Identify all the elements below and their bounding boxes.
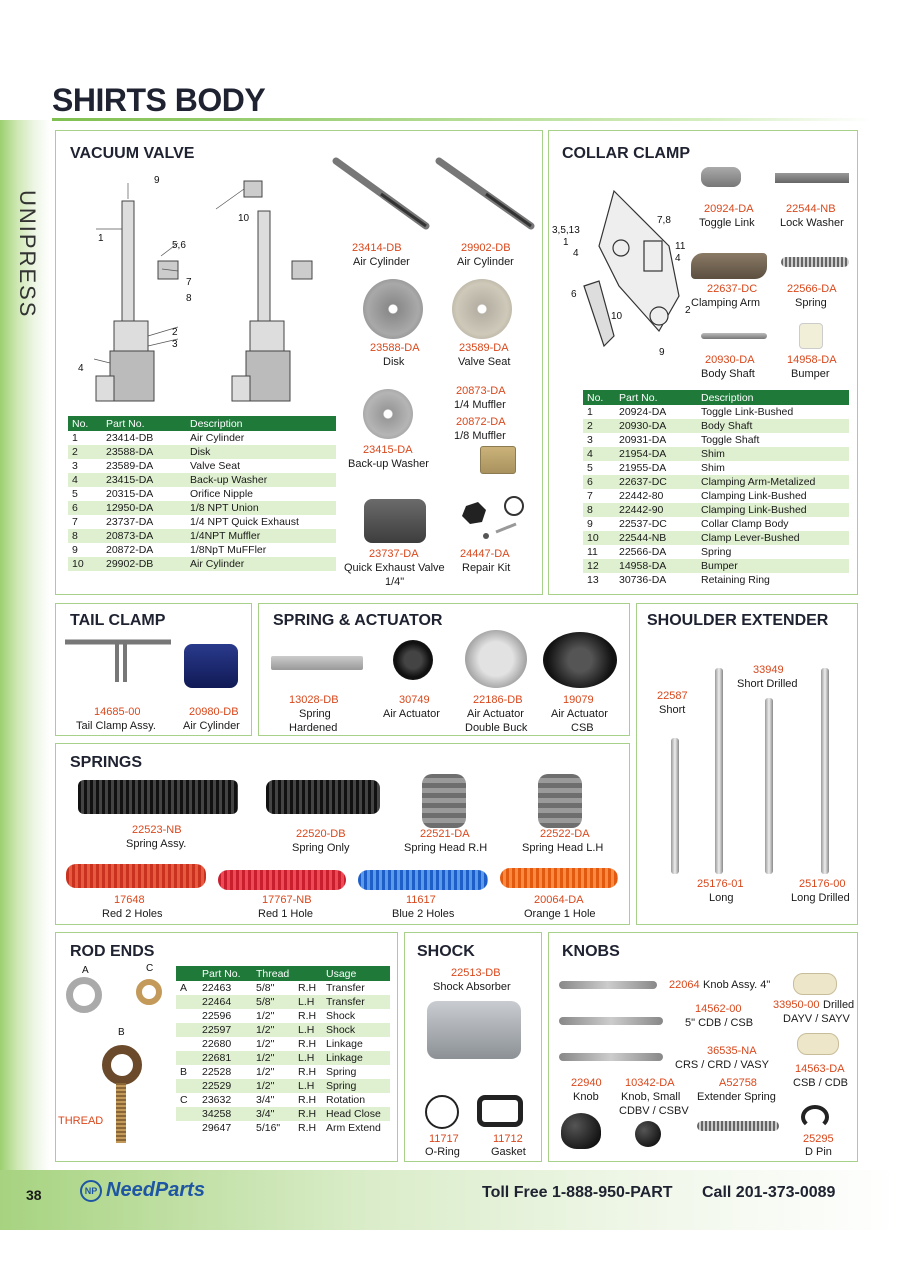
callout: 11 [675,241,686,252]
part-label: DAYV / SAYV [783,1013,850,1025]
callout: 9 [659,347,665,358]
table-row: 11 22566-DA Spring [587,546,732,558]
part-number: 23415-DA [363,444,413,456]
quick-exhaust-valve-image [364,499,426,543]
callout: 7 [186,277,192,288]
panel-rod-ends [55,932,398,1162]
part-label: Hardened [289,722,338,734]
rod-end-b-image [102,1045,142,1085]
call-number: Call 201-373-0089 [702,1184,836,1201]
callout: A [82,965,89,976]
part-label: Knob [573,1091,599,1103]
part-label: Spring [795,297,827,309]
table-row: 22596 1/2" R.H Shock [202,1010,356,1022]
part-number: 25295 [803,1133,834,1145]
part-number: 22522-DA [540,828,590,840]
part-label: 1/8 Muffler [454,430,506,442]
table-row: 8 22442-90 Clamping Link-Bushed [583,503,849,517]
rod-end-a-image [66,977,102,1013]
callout: 1 [98,233,104,244]
clamping-arm-image [691,253,767,279]
spring-head-rh-image [422,774,466,828]
part-number: 22186-DB [473,694,523,706]
part-label: Spring Assy. [126,838,187,850]
part-label: Air Cylinder [353,256,410,268]
col-header: Usage [322,966,390,981]
part-label: Toggle Link [699,217,755,229]
part-label: 1/4" [385,576,405,588]
table-row: 34258 3/4" R.H Head Close [176,1107,390,1121]
part-number: 22513-DB [451,967,501,979]
part-number: 17767-NB [262,894,312,906]
valve-seat-image [452,279,512,339]
knob-drilled-image [793,973,837,995]
col-header [176,966,198,981]
part-number: 22520-DB [296,828,346,840]
knob-black-image [561,1113,601,1149]
part-label: Double Buck [465,722,528,734]
lock-washer-image [775,173,849,183]
part-number: 14563-DA [795,1063,845,1075]
part-label: Shock Absorber [433,981,511,993]
spring-hardened-image [271,656,363,670]
part-label: Air Actuator [551,708,608,720]
part-number: 13028-DB [289,694,339,706]
part-number: 11717 [429,1133,459,1145]
spring-only-image [266,780,380,814]
part-label: CRS / CRD / VASY [675,1059,769,1071]
panel-knobs [548,932,858,1162]
part-label: Spring Only [292,842,350,854]
table-row: 6 22637-DC Clamping Arm-Metalized [583,475,849,489]
part-label: Air Cylinder [183,720,240,732]
part-label: Disk [383,356,405,368]
panel-shoulder-extender [636,603,858,925]
thread-callout: THREAD [58,1115,104,1127]
part-number: 23414-DB [352,242,402,254]
table-row: 1 23414-DB Air Cylinder [72,432,245,444]
callout: 2 [172,327,178,338]
part-label: Red 2 Holes [102,908,163,920]
part-label: Long [709,892,734,904]
table-row: 22680 1/2" R.H Linkage [202,1038,363,1050]
logo-text: NeedParts [106,1179,205,1201]
part-label: D Pin [805,1146,832,1158]
table-row: 6 12950-DA 1/8 NPT Union [68,501,336,515]
part-number: 23588-DA [370,342,420,354]
table-row: 22529 1/2" L.H Spring [176,1079,390,1093]
part-label: CSB [571,722,594,734]
part-number: A52758 [719,1077,757,1089]
table-row: 12 14958-DA Bumper [583,559,849,573]
part-label: Extender Spring [697,1091,776,1103]
callout: 1 [563,237,569,248]
toll-free-number: Toll Free 1-888-950-PART [482,1184,673,1201]
part-number: 22940 [571,1077,602,1089]
knob-crs-image [559,1053,663,1061]
part-number: 17648 [114,894,145,906]
part-number: 11712 [493,1133,523,1145]
col-header: Part No. [102,416,186,431]
table-row: 5 20315-DA Orifice Nipple [72,488,254,500]
part-number: 10342-DA [625,1077,675,1089]
part-label: Knob, Small [621,1091,681,1103]
repair-kit-image [456,496,536,546]
table-row: 3 23589-DA Valve Seat [72,460,241,472]
callout: B [118,1027,125,1038]
thread-shaft-image [116,1083,126,1143]
spring-assy-image [78,780,238,814]
disk-image [363,279,423,339]
part-number: 20980-DB [189,706,239,718]
callout: 7,8 [657,215,671,226]
part-number: 20872-DA [456,416,506,428]
callout: 6 [571,289,577,300]
part-number: 19079 [563,694,594,706]
table-row: B 22528 1/2" R.H Spring [180,1066,357,1078]
part-number: 23589-DA [459,342,509,354]
section-title: SHOULDER EXTENDER [647,612,829,629]
spring-orange-1-hole-image [500,868,618,888]
vacuum-valve-diagram [66,171,336,411]
part-label: Repair Kit [462,562,511,574]
back-up-washer-image [363,389,413,439]
panel-springs [55,743,630,925]
part-label: Red 1 Hole [258,908,314,920]
part-number: 22064 [669,979,700,991]
part-number: 22637-DC [707,283,758,295]
tail-clamp-assy-image [61,636,176,686]
o-ring-image [425,1095,459,1129]
table-row: 5 21955-DA Shim [587,462,725,474]
part-number: 20924-DA [704,203,754,215]
air-actuator-double-buck-image [465,630,527,688]
knob-small-image [635,1121,661,1147]
section-title: SPRING & ACTUATOR [273,612,443,629]
section-title: VACUUM VALVE [70,145,195,162]
part-number: 25176-01 [697,878,744,890]
brand-vertical-label: UNIPRESS [15,190,40,319]
section-title: COLLAR CLAMP [562,145,690,162]
panel-vacuum-valve [55,130,543,595]
section-title: TAIL CLAMP [70,612,166,629]
part-label: 1/4 Muffler [454,399,506,411]
part-label: Air Actuator [383,708,440,720]
table-row: 13 30736-DA Retaining Ring [587,574,770,586]
section-title: SPRINGS [70,754,143,771]
callout: 3,5,13 [552,225,580,236]
part-label: Clamping Arm [691,297,761,309]
table-row: 8 20873-DA 1/4NPT Muffler [68,529,336,543]
page-number: 38 [26,1187,42,1203]
extender-spring-image [697,1121,779,1131]
table-row: 9 20872-DA 1/8NpT MuFFler [72,544,267,556]
part-number: 23737-DA [369,548,419,560]
part-number: 33950-00 [773,999,820,1011]
table-row: 7 23737-DA 1/4 NPT Quick Exhaust [72,516,299,528]
title-rule [52,118,872,121]
needparts-logo [80,1178,230,1204]
part-label: Lock Washer [780,217,844,229]
table-row: 10 29902-DB Air Cylinder [68,557,336,571]
part-number: 36535-NA [707,1045,757,1057]
part-number: 30749 [399,694,430,706]
col-header: Part No. [615,390,697,405]
table-row: 3 20931-DA Toggle Shaft [587,434,760,446]
table-row: 9 22537-DC Collar Clamp Body [587,518,789,530]
part-number: 22587 [657,690,688,702]
part-label: Short [659,704,686,716]
logo-mark-icon: NP [80,1180,102,1202]
part-label: Drilled [823,999,855,1011]
part-number: 22566-DA [787,283,837,295]
callout: 10 [611,311,623,322]
knob-csb-cdb-image [797,1033,839,1055]
part-label: 5" CDB / CSB [685,1017,754,1029]
knob-assy-image [559,981,657,989]
table-row: C 23632 3/4" R.H Rotation [180,1094,366,1106]
part-label: Long Drilled [791,892,850,904]
spring-blue-2-holes-image [358,870,488,890]
part-number: 14562-00 [695,1003,742,1015]
table-row: 29647 5/16" R.H Arm Extend [202,1122,381,1134]
extender-short-drilled-image [715,668,723,874]
part-label: CDBV / CSBV [619,1105,689,1117]
shock-absorber-image [427,1001,521,1059]
section-title: KNOBS [562,943,620,960]
part-label: Bumper [791,368,830,380]
col-header: Thread [252,966,294,981]
part-number: 20064-DA [534,894,584,906]
part-label: Knob Assy. 4" [703,979,771,991]
bumper-image [799,323,823,349]
section-title: ROD ENDS [70,943,155,960]
extender-long-image [765,698,773,874]
table-row: 22681 1/2" L.H Linkage [176,1051,390,1065]
callout: 8 [186,293,192,304]
spring-image [781,257,849,267]
part-number: 33949 [753,664,784,676]
table-row: 10 22544-NB Clamp Lever-Bushed [583,531,849,545]
callout: 3 [172,339,178,350]
part-label: CSB / CDB [793,1077,849,1089]
gasket-image [477,1095,523,1127]
part-number: 22523-NB [132,824,182,836]
muffler-image [480,446,516,474]
part-label: Spring Head R.H [404,842,488,854]
part-number: 20873-DA [456,385,506,397]
part-number: 14958-DA [787,354,837,366]
part-number: 22521-DA [420,828,470,840]
collar-clamp-parts-table [583,390,849,587]
rod-ends-table [176,966,390,1135]
knob-5in-image [559,1017,663,1025]
part-label: Gasket [491,1146,526,1158]
panel-collar-clamp [548,130,858,595]
part-label: Air Actuator [467,708,524,720]
part-label: Orange 1 Hole [524,908,596,920]
panel-spring-actuator [258,603,630,736]
extender-short-image [671,738,679,874]
part-label: Short Drilled [737,678,798,690]
page-title: SHIRTS BODY [52,82,266,118]
col-header: Part No. [198,966,252,981]
part-label: Blue 2 Holes [392,908,455,920]
table-row: 4 21954-DA Shim [583,447,849,461]
collar-clamp-diagram [559,186,709,356]
part-number: 22544-NB [786,203,836,215]
part-number: 25176-00 [799,878,846,890]
part-label: Tail Clamp Assy. [76,720,156,732]
table-row: 2 23588-DA Disk [68,445,336,459]
part-label: Air Cylinder [457,256,514,268]
callout: 9 [154,175,160,186]
table-row: 2 20930-DA Body Shaft [583,419,849,433]
table-row: 7 22442-80 Clamping Link-Bushed [587,490,807,502]
spring-red-1-hole-image [218,870,346,890]
spring-red-2-holes-image [66,864,206,888]
d-pin-image [801,1105,829,1129]
callout: 4 [78,363,84,374]
table-row: 4 23415-DA Back-up Washer [68,473,336,487]
callout: 10 [238,213,250,224]
callout: 2 [685,305,691,316]
part-label: Spring [299,708,331,720]
table-row: 22464 5/8" L.H Transfer [176,995,390,1009]
callout: 5,6 [172,240,186,251]
table-row: 1 20924-DA Toggle Link-Bushed [587,406,794,418]
rod-end-c-image [136,979,162,1005]
vacuum-valve-parts-table [68,416,336,571]
panel-tail-clamp [55,603,252,736]
part-number: 29902-DB [461,242,511,254]
col-header: Description [697,390,849,405]
part-number: 11617 [406,894,436,906]
table-row: 22597 1/2" L.H Shock [176,1023,390,1037]
spring-head-lh-image [538,774,582,828]
part-number: 24447-DA [460,548,510,560]
air-cylinder-image [184,644,238,688]
part-label: Valve Seat [458,356,511,368]
col-header: No. [583,390,615,405]
part-label: Back-up Washer [348,458,429,470]
col-header: No. [68,416,102,431]
section-title: SHOCK [417,943,475,960]
air-cylinder-image [331,156,541,236]
col-header: Description [186,416,336,431]
table-row: A 22463 5/8" R.H Transfer [180,982,365,994]
part-number: 14685-00 [94,706,141,718]
part-label: Spring Head L.H [522,842,604,854]
col-header [294,966,322,981]
extender-long-drilled-image [821,668,829,874]
callout: C [146,963,154,974]
part-label: Quick Exhaust Valve [344,562,445,574]
toggle-link-image [701,167,741,187]
part-label: Body Shaft [701,368,755,380]
part-number: 20930-DA [705,354,755,366]
panel-shock [404,932,542,1162]
part-label: O-Ring [425,1146,460,1158]
callout: 4 [675,253,681,264]
callout: 4 [573,248,579,259]
body-shaft-image [701,333,767,339]
air-actuator-csb-image [543,632,617,688]
air-actuator-image [393,640,433,680]
